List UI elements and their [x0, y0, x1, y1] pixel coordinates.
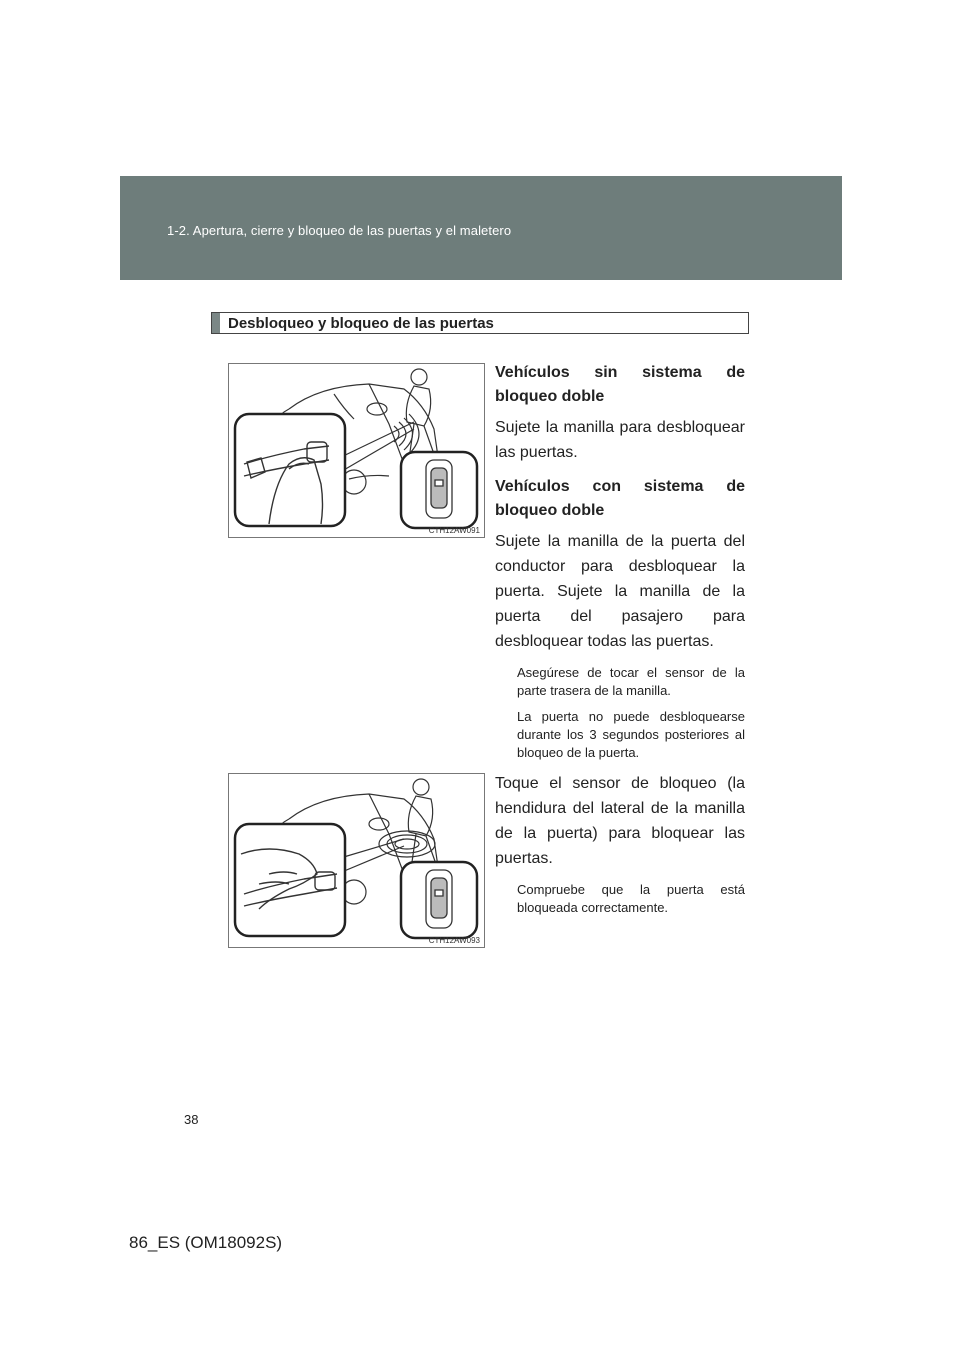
page-number: 38: [184, 1112, 199, 1127]
note-lock-check: Compruebe que la puerta está bloqueada correctamente.: [517, 882, 745, 915]
note-delay: La puerta no puede desbloquearse durante los 3 segundos posteriores al bloqueo de la puerta.: [517, 709, 745, 760]
section-title-bar: [212, 313, 220, 333]
section-title-text: Desbloqueo y bloqueo de las puertas: [228, 314, 494, 332]
text-double-lock: Sujete la manilla de la puerta del conductor para desbloquear la puerta. Sujete la manilla de la puerta del pasajero para desbloquear todas las puertas.: [495, 533, 745, 650]
note-sensor: Asegúrese de tocar el sensor de la parte trasera de la manilla.: [517, 665, 745, 698]
figure-lock: [228, 773, 485, 948]
figure-unlock: [228, 363, 485, 538]
text-lock: Toque el sensor de bloqueo (la hendidura del lateral de la manilla de la puerta) para bloquear las puertas.: [495, 775, 745, 867]
heading-double-lock-line1: Vehículos con sistema de: [495, 478, 745, 495]
document-code: 86_ES (OM18092S): [129, 1233, 283, 1252]
section-title: [211, 312, 749, 334]
breadcrumb: 1-2. Apertura, cierre y bloqueo de las puertas y el maletero: [167, 223, 512, 238]
heading-double-lock-line2: bloqueo doble: [495, 502, 605, 519]
lock-illustration: [229, 774, 484, 947]
header-band: [120, 176, 842, 280]
heading-no-double-lock-line2: bloqueo doble: [495, 388, 605, 405]
figure-code: CTH12AW091: [428, 526, 480, 535]
unlock-instructions: [495, 361, 745, 762]
figure-code: CTH12AW093: [428, 936, 480, 945]
unlock-illustration: [229, 364, 484, 537]
text-no-double-lock: Sujete la manilla para desbloquear las puertas.: [495, 419, 745, 461]
lock-instructions: [495, 771, 745, 917]
heading-no-double-lock-line1: Vehículos sin sistema de: [495, 364, 745, 381]
